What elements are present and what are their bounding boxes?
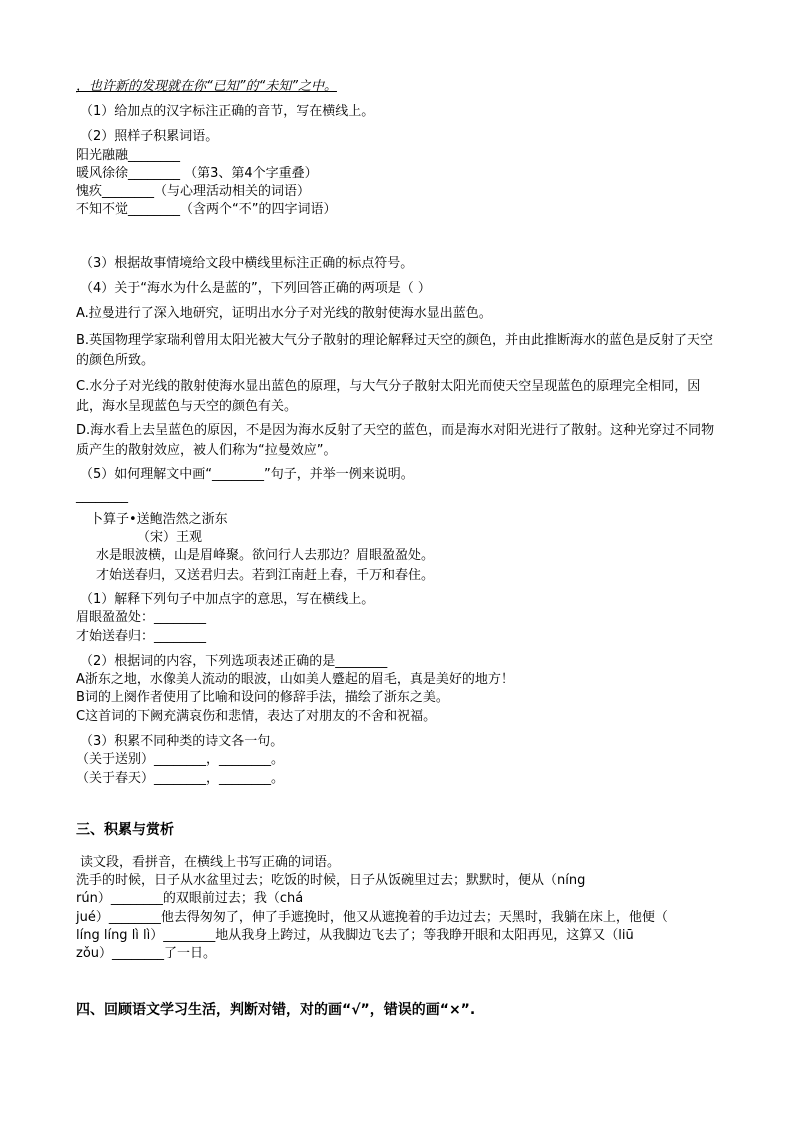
word-item-4: 不知不觉________（含两个“不”的四字词语） xyxy=(76,202,337,217)
poem-question-3: （3）积累不同种类的诗文各一句。 xyxy=(80,734,284,749)
passage-line-5: zǒu）________了一日。 xyxy=(76,946,217,961)
intro-line: ，也许新的发现就在你“已知”的“未知”之中。 xyxy=(76,79,337,94)
question-5: （5）如何理解文中画“________”句子，并举一例来说明。 xyxy=(80,467,414,482)
poem-option-b: B词的上阕作者使用了比喻和设问的修辞手法，描绘了浙东之美。 xyxy=(76,690,449,705)
passage-line-1: 洗手的时候，日子从水盆里过去；吃饭的时候，日子从饭碗里过去；默默时，便从（níng xyxy=(76,873,586,888)
option-b: B.英国物理学家瑞利曾用太阳光被大气分子散射的理论解释过天空的颜色，并由此推断海水的蓝色是反射了天空的颜色所致。 xyxy=(76,333,714,368)
poem-item-3b: （关于春天）________，________。 xyxy=(76,771,285,786)
poem-option-a: A浙东之地，水像美人流动的眼波，山如美人蹙起的眉毛，真是美好的地方！ xyxy=(76,672,514,687)
option-a: A.拉曼进行了深入地研究，证明出水分子对光线的散射使海水显出蓝色。 xyxy=(76,306,492,321)
section-3-instruction: 读文段，看拼音，在横线上书写正确的词语。 xyxy=(80,855,341,870)
poem-line-2: 才始送春归，又送君归去。若到江南赶上春，千万和春住。 xyxy=(96,568,435,583)
section-4-heading: 四、回顾语文学习生活，判断对错，对的画“√”，错误的画“×”. xyxy=(76,1002,476,1018)
question-2: （2）照样子积累词语。 xyxy=(80,129,219,144)
poem-title: 卜算子•送鲍浩然之浙东 xyxy=(90,512,228,527)
question-4: （4）关于“海水为什么是蓝的”，下列回答正确的两项是（ ） xyxy=(80,281,431,296)
word-item-1: 阳光融融________ xyxy=(76,148,181,163)
passage-line-2: rún）________的双眼前过去；我（chá xyxy=(76,891,304,906)
word-item-2: 暖风徐徐________ （第3、第4个字重叠） xyxy=(76,166,318,181)
passage-line-3: jué）________他去得匆匆了，伸了手遮挽时，他又从遮挽着的手边过去；天黑时，我躺在床上，他便（ xyxy=(76,910,668,925)
poem-author: （宋）王观 xyxy=(137,530,203,545)
section-3-heading: 三、积累与赏析 xyxy=(76,822,174,838)
question-3: （3）根据故事情境给文段中横线里标注正确的标点符号。 xyxy=(80,256,414,271)
passage-line-4: líng líng lì lì）________地从我身上跨过，从我脚边飞去了；等我睁开眼和太阳再见，这算又（liū xyxy=(76,928,634,943)
poem-option-c: C这首词的下阙充满哀伤和悲情，表达了对朋友的不舍和祝福。 xyxy=(76,709,437,724)
poem-question-2: （2）根据词的内容，下列选项表述正确的是________ xyxy=(80,654,388,669)
question-1: （1）给加点的汉字标注正确的音节，写在横线上。 xyxy=(80,104,375,119)
word-item-3: 愧疚________（与心理活动相关的词语） xyxy=(76,184,311,199)
answer-blank: ________ xyxy=(76,489,128,504)
poem-item-1b: 才始送春归：________ xyxy=(76,629,207,644)
option-c: C.水分子对光线的散射使海水显出蓝色的原理，与大气分子散射太阳光而使天空呈现蓝色的原理完全相同，因此，海水呈现蓝色与天空的颜色有关。 xyxy=(76,379,701,414)
poem-item-1a: 眉眼盈盈处：________ xyxy=(76,610,207,625)
poem-line-1: 水是眼波横，山是眉峰聚。欲问行人去那边？眉眼盈盈处。 xyxy=(96,548,435,563)
option-d: D.海水看上去呈蓝色的原因，不是因为海水反射了天空的蓝色，而是海水对阳光进行了散射。这种光穿过不同物质产生的散射效应，被人们称为“拉曼效应”。 xyxy=(76,423,715,458)
poem-item-3a: （关于送别）________，________。 xyxy=(76,752,285,767)
poem-question-1: （1）解释下列句子中加点字的意思，写在横线上。 xyxy=(80,592,375,607)
